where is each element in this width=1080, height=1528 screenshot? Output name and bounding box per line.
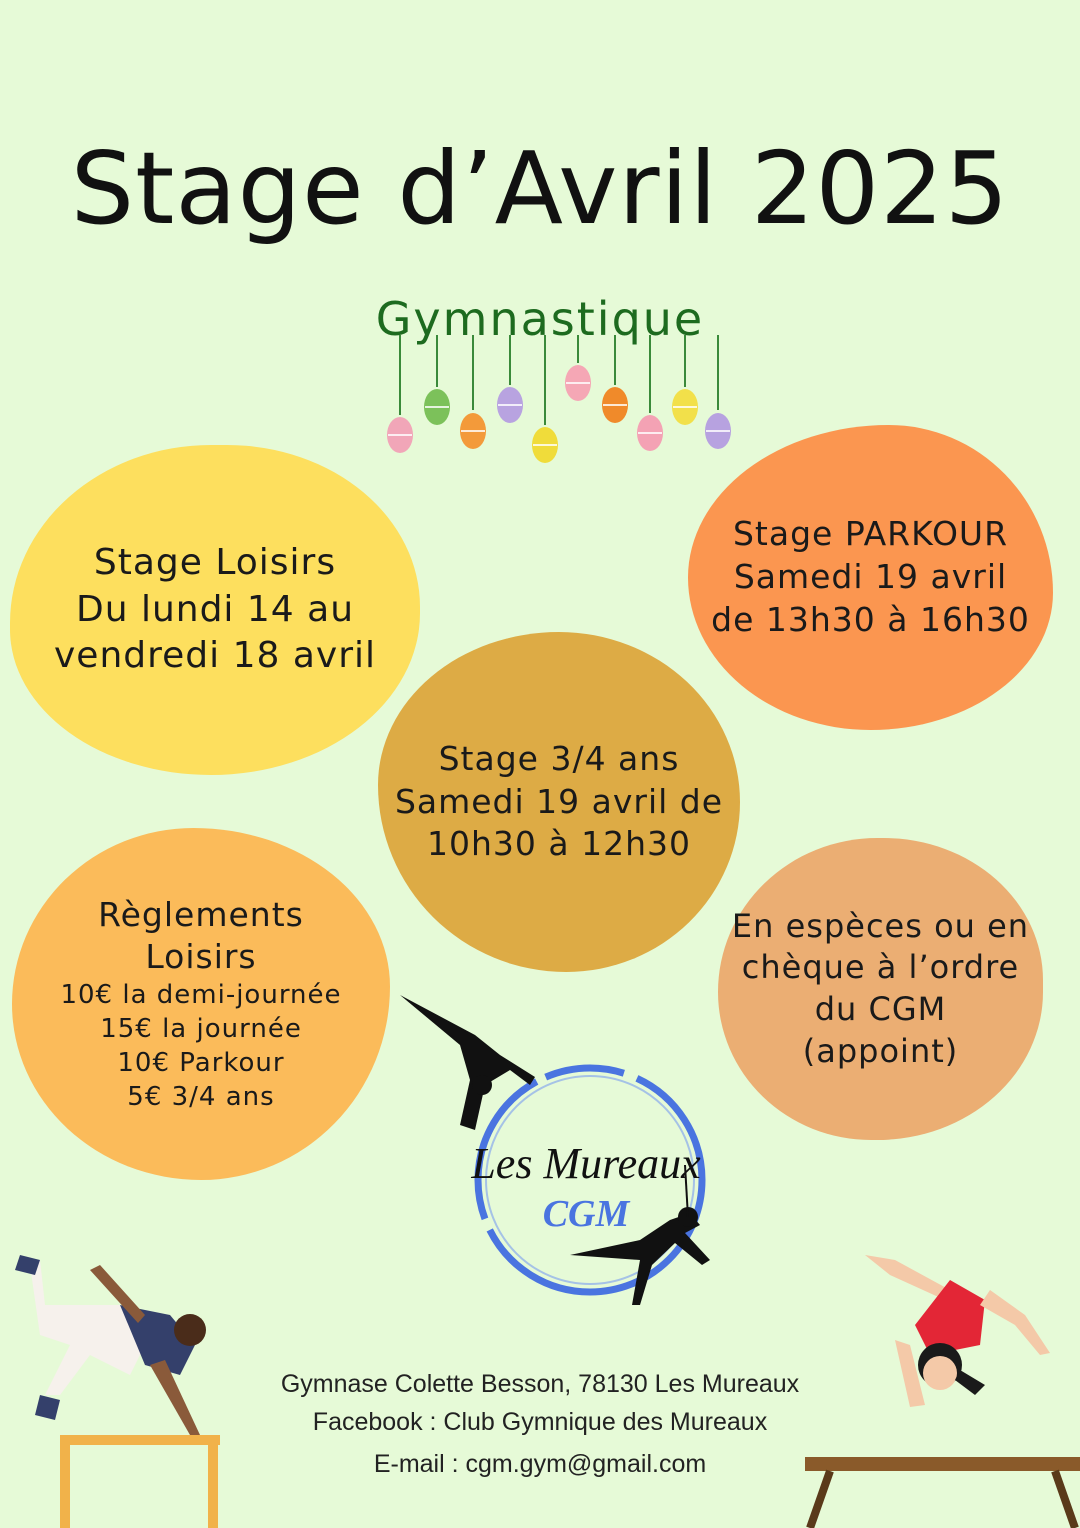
stage-loisirs-block (10, 445, 420, 775)
trois-quatre-line-3: 10h30 à 12h30 (427, 824, 691, 864)
footer-facebook: Facebook : Club Gymnique des Mureaux (312, 1408, 768, 1436)
loisirs-line-1: Stage Loisirs (93, 541, 337, 583)
price-line: 10€ Parkour (117, 1047, 285, 1078)
parkour-figure-icon (0, 1245, 230, 1528)
paiement-line-2: chèque à l’ordre (741, 948, 1020, 987)
footer-email: E-mail : cgm.gym@gmail.com (373, 1450, 707, 1478)
page-subtitle: Gymnastique (375, 292, 705, 346)
loisirs-line-2: Du lundi 14 au (75, 588, 355, 630)
parkour-line-3: de 13h30 à 16h30 (711, 599, 1030, 639)
parkour-line-2: Samedi 19 avril (733, 557, 1008, 597)
paiement-block (718, 838, 1043, 1140)
easter-eggs-garland-icon (380, 335, 740, 475)
logo-acronym: CGM (542, 1193, 630, 1235)
stage-parkour-block (688, 425, 1053, 730)
paiement-line-3: du CGM (814, 990, 947, 1028)
trois-quatre-line-2: Samedi 19 avril de (394, 781, 724, 821)
reglements-block (12, 828, 390, 1180)
reglements-heading-2: Loisirs (145, 937, 257, 977)
stage-3-4-ans-block (378, 632, 740, 972)
price-line: 15€ la journée (100, 1014, 302, 1045)
price-line: 5€ 3/4 ans (127, 1081, 275, 1112)
gymnast-silhouette-icon (400, 995, 535, 1130)
logo-text: Les Mureaux (471, 1139, 701, 1188)
trois-quatre-line-1: Stage 3/4 ans (438, 738, 680, 778)
page-title: Stage d’Avril 2025 (70, 130, 1010, 247)
loisirs-line-3: vendredi 18 avril (54, 635, 376, 677)
parkour-line-1: Stage PARKOUR (732, 514, 1009, 554)
footer-address: Gymnase Colette Besson, 78130 Les Mureaux (280, 1370, 800, 1398)
price-line: 10€ la demi-journée (60, 980, 342, 1011)
paiement-line-4: (appoint) (802, 1031, 959, 1070)
balance-beam-gymnast-icon (800, 1245, 1080, 1528)
reglements-heading-1: Règlements (98, 894, 304, 934)
paiement-line-1: En espèces ou en (731, 906, 1030, 945)
